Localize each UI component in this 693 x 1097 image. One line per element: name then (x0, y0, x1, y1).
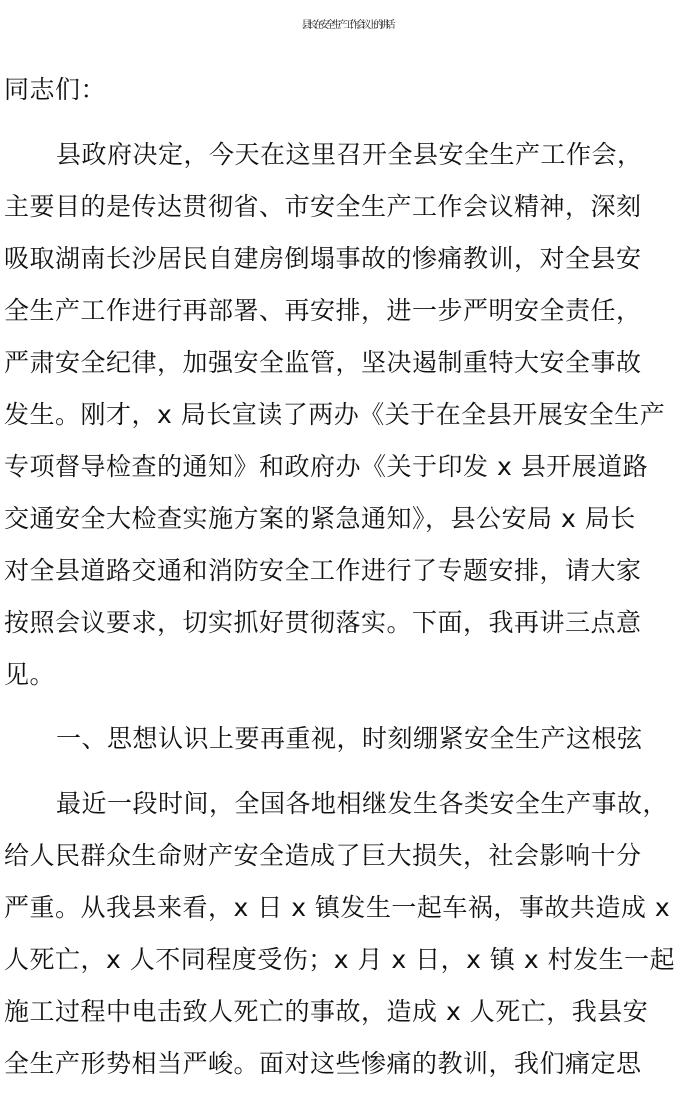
document-title: 县长在安全生产工作会议上的讲话 (301, 20, 392, 31)
paragraph-line: 全生产形势相当严峻。面对这些惨痛的教训，我们痛定思 (4, 1049, 642, 1078)
paragraph-line: 交通安全大检查实施方案的紧急通知》，县公安局 x 局长 (4, 504, 636, 533)
paragraph-line: 最近一段时间，全国各地相继发生各类安全生产事故， (56, 789, 669, 818)
paragraph-line: 发生。刚才，x 局长宣读了两办《关于在全县开展安全生产 (4, 400, 666, 429)
paragraph-line: 全生产工作进行再部署、再安排，进一步严明安全责任， (4, 296, 642, 325)
paragraph-line: 专项督导检查的通知》和政府办《关于印发 x 县开展道路 (4, 452, 649, 481)
paragraph-line: 施工过程中电击致人死亡的事故，造成 x 人死亡，我县安 (4, 997, 649, 1026)
paragraph-line: 给人民群众生命财产安全造成了巨大损失，社会影响十分 (4, 841, 642, 870)
paragraph-line: 主要目的是传达贯彻省、市安全生产工作会议精神，深刻 (4, 192, 642, 221)
paragraph-line: 吸取湖南长沙居民自建房倒塌事故的惨痛教训，对全县安 (4, 244, 642, 273)
paragraph-line: 人死亡，x 人不同程度受伤；x 月 x 日，x 镇 x 村发生一起 (4, 945, 676, 974)
paragraph-line: 见。 (4, 660, 56, 689)
salutation: 同志们： (4, 75, 107, 104)
paragraph-line: 对全县道路交通和消防安全工作进行了专题安排，请大家 (4, 556, 642, 585)
paragraph-line: 严肃安全纪律，加强安全监管，坚决遏制重特大安全事故 (4, 348, 642, 377)
section-heading: 一、思想认识上要再重视，时刻绷紧安全生产这根弦 (56, 724, 643, 753)
paragraph-line: 严重。从我县来看，x 日 x 镇发生一起车祸，事故共造成 x (4, 893, 671, 922)
paragraph-line: 县政府决定，今天在这里召开全县安全生产工作会， (56, 140, 643, 169)
paragraph-line: 按照会议要求，切实抓好贯彻落实。下面，我再讲三点意 (4, 608, 642, 637)
